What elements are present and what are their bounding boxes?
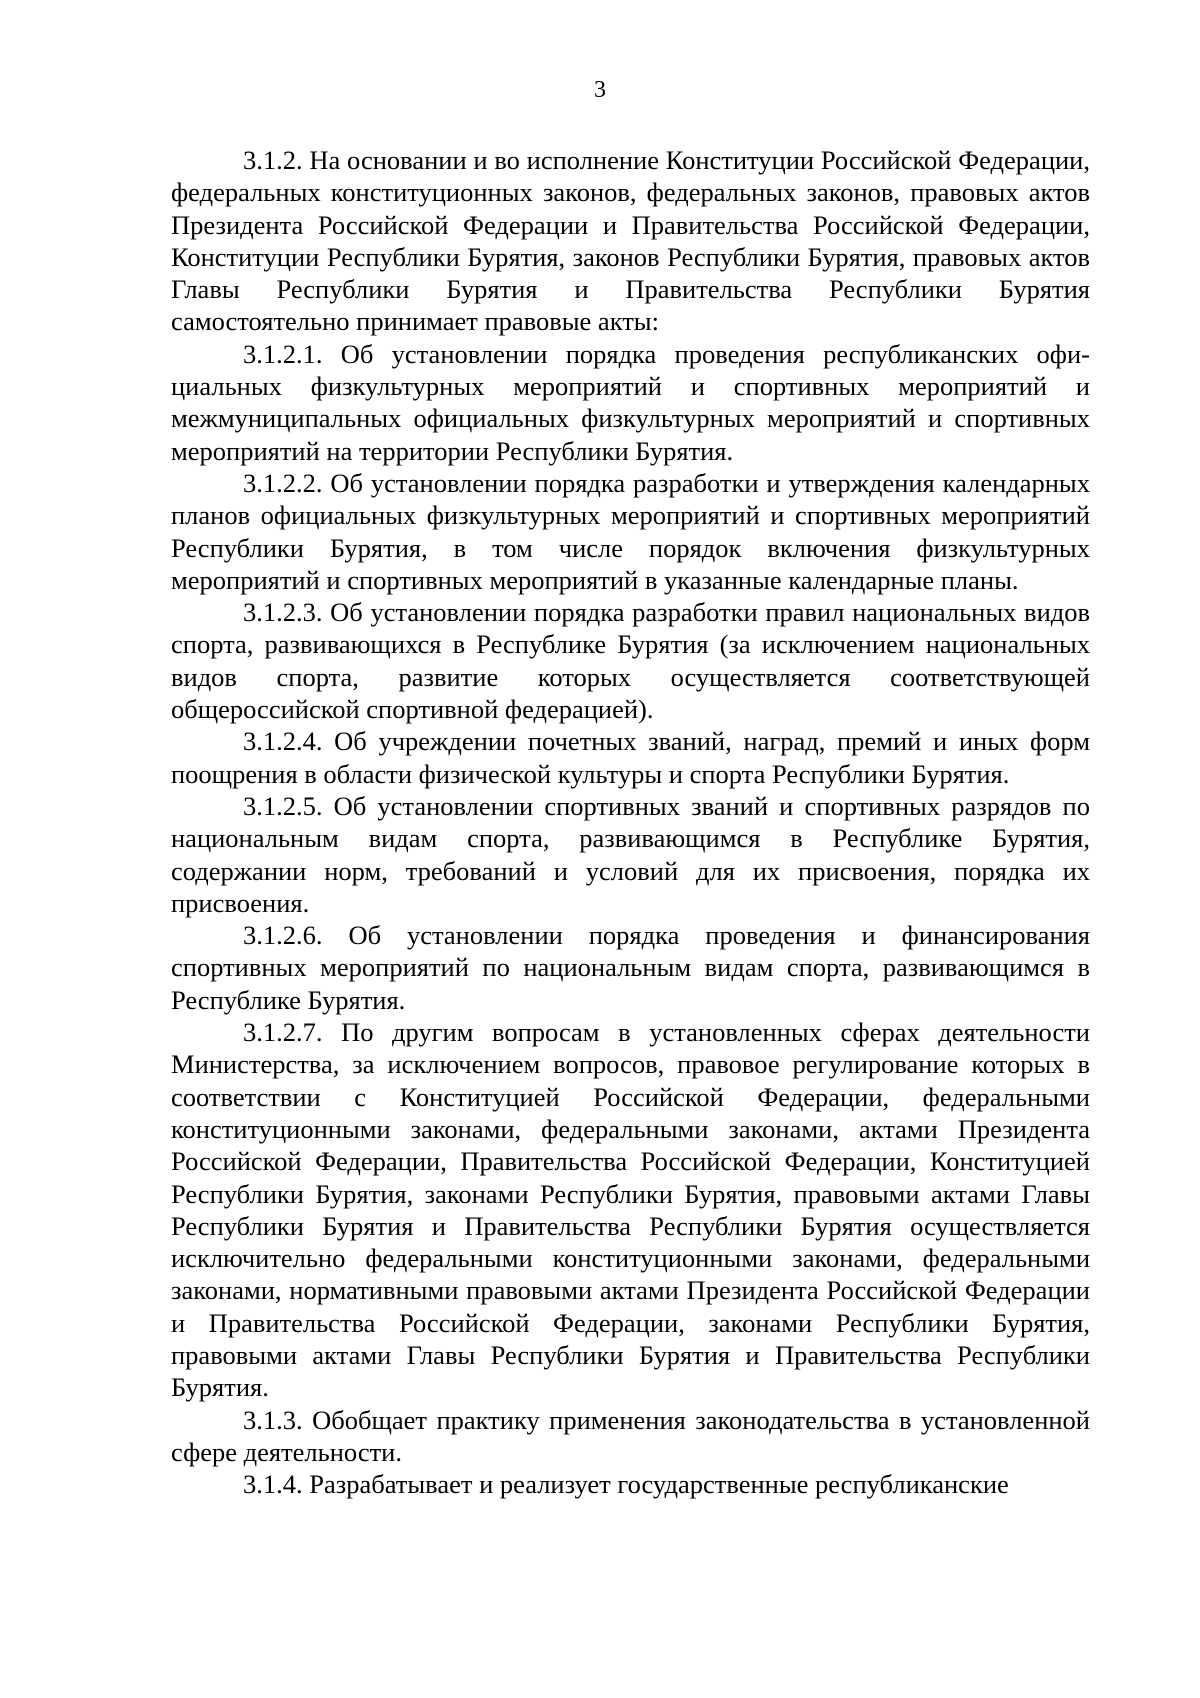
paragraph-3-1-4: 3.1.4. Разрабатывает и реализует государственные республиканские (243, 1469, 1009, 1500)
page-number: 3 (594, 77, 606, 103)
paragraph-3-1-2: 3.1.2. На основании и во исполнение Конституции Российской Федерации, федеральных конституционных законов, федеральных законов, правовых актов Президента Российской Федерации и Правительства Российской Федерации, Конституции Республики Бурятия, законов Республики Бурятия, правовых актов Главы Республики Бурятия и Правительства Республики Бурятия самостоятельно принимает правовые акты: (171, 145, 1090, 337)
paragraph-3-1-2-2: 3.1.2.2. Об установлении порядка разработки и утверждения календарных планов официальных физкультурных мероприятий и спортивных мероприятий Республики Бурятия, в том числе порядок включения физкультурных мероприятий и спортивных мероприятий в указанные календарные планы. (171, 467, 1090, 595)
paragraph-3-1-2-3: 3.1.2.3. Об установлении порядка разработки правил национальных видов спорта, развивающихся в Республике Бурятия (за исключением национальных видов спорта, развитие которых осуществляется соответствующей общероссийской спортивной федерацией). (171, 597, 1090, 725)
paragraph-3-1-3: 3.1.3. Обобщает практику применения законодательства в установленной сфере деятельности. (171, 1404, 1090, 1467)
document-body (171, 144, 1090, 1500)
paragraph-3-1-2-1: 3.1.2.1. Об установлении порядка проведения республиканских официальных физкультурных мероприятий и спортивных мероприятий и межмуниципальных официальных физкультурных мероприятий и спортивных мероприятий на территории Республики Бурятия. (171, 338, 1090, 466)
paragraph-3-1-2-5: 3.1.2.5. Об установлении спортивных званий и спортивных разрядов по национальным видам спорта, развивающимся в Республике Бурятия, содержании норм, требований и условий для их присвоения, порядка их присвоения. (171, 790, 1090, 918)
paragraph-3-1-2-4: 3.1.2.4. Об учреждении почетных званий, наград, премий и иных форм поощрения в области физической культуры и спорта Республики Бурятия. (171, 726, 1090, 789)
paragraph-3-1-2-7: 3.1.2.7. По другим вопросам в установленных сферах деятельности Министерства, за исключением вопросов, правовое регулирование которых в соответствии с Конституцией Российской Федерации, федеральными конституционными законами, федеральными законами, актами Президента Российской Федерации, Правительства Российской Федерации, Конституцией Республики Бурятия, законами Республики Бурятия, правовыми актами Главы Республики Бурятия и Правительства Республики Бурятия осуществляется исключительно федеральными конституционными законами, федеральными законами, нормативными правовыми актами Президента Российской Федерации и Правительства Российской Федерации, законами Республики Бурятия, правовыми актами Главы Республики Бурятия и Правительства Республики Бурятия. (171, 1017, 1090, 1403)
paragraph-3-1-2-6: 3.1.2.6. Об установлении порядка проведения и финансирования спортивных мероприятий по национальным видам спорта, развивающимся в Республике Бурятия. (171, 920, 1090, 1015)
